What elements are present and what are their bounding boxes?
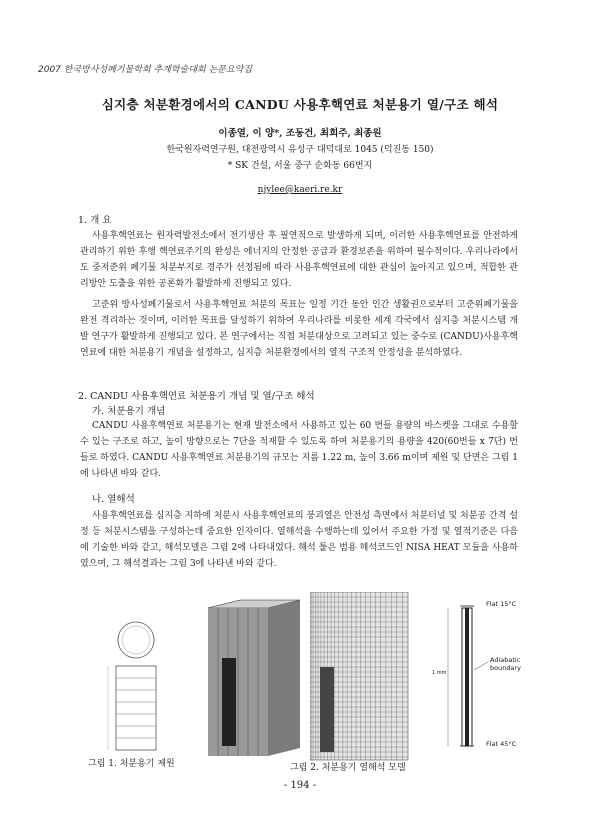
- section-2a-paragraph: CANDU 사용후핵연료 처분용기는 현재 발전소에서 사용하고 있는 60 번들 용량의 바스켓을 그대로 수용할 수 있는 구조로 하고, 높이 방향으로는 7단을 적재할 수 있도록 하여 처분용기의 용량을 420(60번들 x 7단) 번들로 하였다. CANDU 사용후핵연료 처분용기의 규모는 지름 1.22 m, 높이 3.66 m이며 제원 및 단면은 그림 1에 나타낸 바와 같다.: [80, 421, 518, 479]
- affiliation-primary: 한국원자력연구원, 대전광역시 유성구 대덕대로 1045 (덕진동 150): [166, 145, 434, 155]
- label-bottom-boundary: Flat 45°C: [486, 740, 517, 748]
- section-2-heading: 2. CANDU 사용후핵연료 처분용기 개념 및 열/구조 해석: [78, 391, 315, 402]
- page-number: - 194 -: [283, 780, 317, 791]
- figure-2-mesh-block: [200, 598, 310, 758]
- author-email[interactable]: njylee@kaeri.re.kr: [257, 185, 343, 195]
- section-1-heading: 1. 개 요: [78, 215, 112, 226]
- paper-title: 심지층 처분환경에서의 CANDU 사용후핵연료 처분용기 열/구조 해석: [101, 97, 499, 112]
- section-2b-heading: 나. 열해석: [92, 494, 135, 505]
- affiliation-secondary: * SK 건설, 서울 중구 순화동 66번지: [227, 161, 373, 171]
- section-2b-paragraph: 사용후핵연료를 심지층 지하에 처분시 사용후핵연료의 붕괴열은 안전성 측면에서 처분터널 및 처분공 간격 설정 등 처분시스템을 구성하는데 중요한 인자이다. 열해석을 수행하는데 있어서 주요한 가정 및 열적기준은 다음에 기술한 바와 같고, 해석모델은 그림 2에 나타내었다. 해석 툴은 범용 해석코드인 NISA HEAT 모듈을 사용하였으며, 그 해석결과는 그림 3에 나타낸 바와 같다.: [80, 511, 518, 569]
- section-1-paragraph-1: 사용후핵연료는 원자력발전소에서 전기생산 후 필연적으로 발생하게 되며, 이러한 사용후핵연료를 안전하게 관리하기 위한 후행 핵연료주기의 완성은 에너지의 안정한 공급과 환경보존을 위하여 필수적이다. 우리나라에서도 중저준위 폐기물 처분부지로 경주가 선정됨에 따라 사용후핵연료에 대한 관심이 높아지고 있으며, 적합한 관리방안 도출을 위한 공론화가 활발하게 진행되고 있다.: [80, 231, 518, 289]
- figure-1-canister-drawing: [88, 618, 188, 753]
- figure-2-mesh-section: [310, 592, 410, 762]
- label-adiabatic-boundary: Adiabatic boundary: [490, 656, 521, 672]
- label-top-boundary: Flat 15°C: [486, 600, 517, 608]
- figure-2-caption: 그림 2. 처분용기 열해석 모델: [290, 763, 406, 773]
- author-list: 이종열, 이 양*, 조동건, 최희주, 최종원: [218, 128, 382, 139]
- section-2a-heading: 가. 처분용기 개념: [92, 406, 166, 417]
- figure-2-boundary-schematic: [440, 600, 520, 750]
- journal-header: 2007 한국방사성폐기물학회 추계학술대회 논문요약집: [38, 65, 253, 75]
- section-1-paragraph-2: 고준위 방사성폐기물로서 사용후핵연료 처분의 목표는 일정 기간 동안 인간 생활권으로부터 고준위폐기물을 완전 격리하는 것이며, 이러한 목표를 달성하기 위하여 우리나라를 비롯한 세계 각국에서 심지층 처분시스템 개발 연구가 활발하게 진행되고 있다. 본 연구에서는 직접 처분대상으로 고려되고 있는 중수로 (CANDU)사용후핵연료에 대한 처분용기 개념을 설정하고, 심지층 처분환경에서의 열적 구조적 안정성을 분석하였다.: [80, 300, 518, 358]
- figure-1-caption: 그림 1. 처분용기 제원: [88, 759, 175, 769]
- label-dimension: 1 mm: [432, 670, 447, 676]
